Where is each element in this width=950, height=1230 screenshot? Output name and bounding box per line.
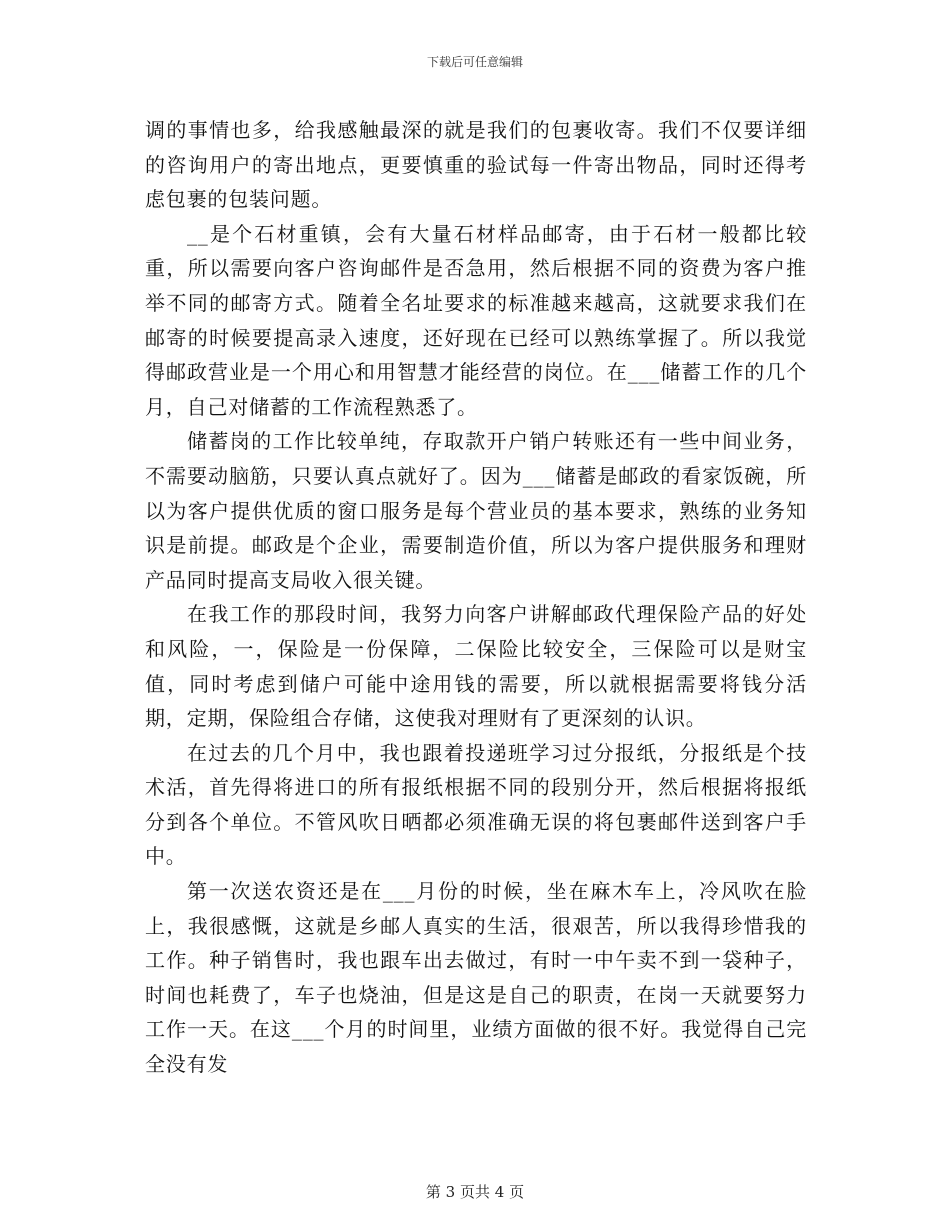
document-body <box>145 113 807 1082</box>
paragraph-2: __是个石材重镇，会有大量石材样品邮寄，由于石材一般都比较重，所以需要向客户咨询邮件是否急用，然后根据不同的资费为客户推举不同的邮寄方式。随着全名址要求的标准越来越高，这就要求我们在邮寄的时候要提高录入速度，还好现在已经可以熟练掌握了。所以我觉得邮政营业是一个用心和用智慧才能经营的岗位。在___储蓄工作的几个月，自己对储蓄的工作流程熟悉了。 <box>145 221 807 419</box>
paragraph-5: 在过去的几个月中，我也跟着投递班学习过分报纸，分报纸是个技术活，首先得将进口的所有报纸根据不同的段别分开，然后根据将报纸分到各个单位。不管风吹日晒都必须准确无误的将包裹邮件送到客户手中。 <box>145 740 807 869</box>
paragraph-1: 调的事情也多，给我感触最深的就是我们的包裹收寄。我们不仅要详细的咨询用户的寄出地点，更要慎重的验试每一件寄出物品，同时还得考虑包裹的包装问题。 <box>145 118 807 212</box>
page-header: 下载后可任意编辑 <box>426 55 523 69</box>
page-footer: 第 3 页共 4 页 <box>425 1183 525 1201</box>
paragraph-4: 在我工作的那段时间，我努力向客户讲解邮政代理保险产品的好处和风险，一，保险是一份保障，二保险比较安全，三保险可以是财宝值，同时考虑到储户可能中途用钱的需要，所以就根据需要将钱分活期，定期，保险组合存储，这使我对理财有了更深刻的认识。 <box>145 602 807 731</box>
paragraph-3: 储蓄岗的工作比较单纯，存取款开户销户转账还有一些中间业务，不需要动脑筋，只要认真点就好了。因为___储蓄是邮政的看家饭碗，所以为客户提供优质的窗口服务是每个营业员的基本要求，熟练的业务知识是前提。邮政是个企业，需要制造价值，所以为客户提供服务和理财产品同时提高支局收入很关键。 <box>145 429 807 592</box>
paragraph-6: 第一次送农资还是在___月份的时候，坐在麻木车上，冷风吹在脸上，我很感慨，这就是乡邮人真实的生活，很艰苦，所以我得珍惜我的工作。种子销售时，我也跟车出去做过，有时一中午卖不到一袋种子，时间也耗费了，车子也烧油，但是这是自己的职责，在岗一天就要努力工作一天。在这___个月的时间里，业绩方面做的很不好。我觉得自己完全没有发 <box>145 879 807 1077</box>
